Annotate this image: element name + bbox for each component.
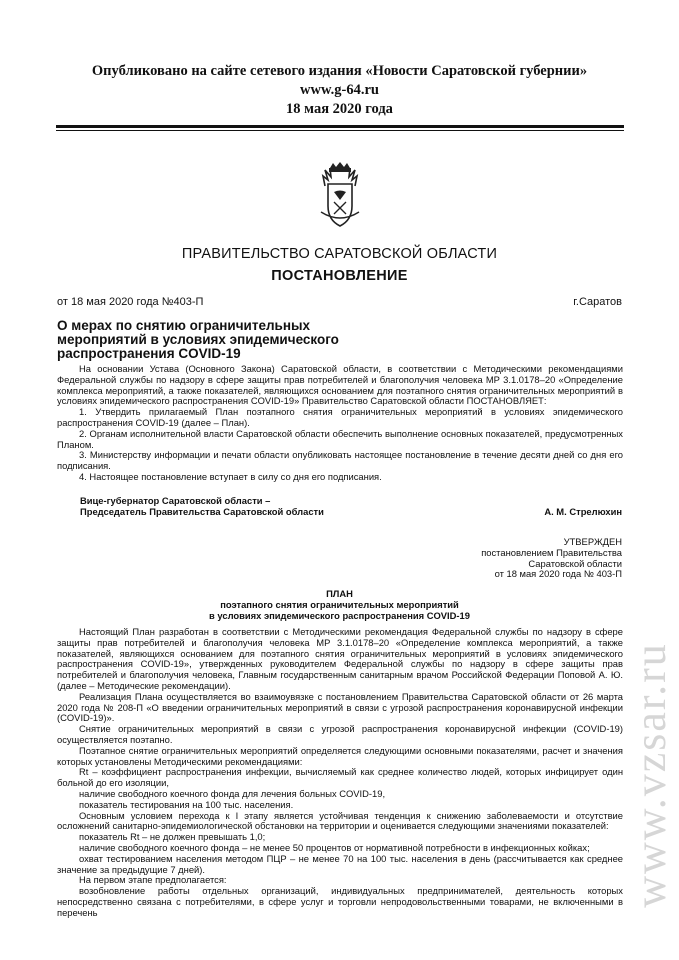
resolution-item: 3. Министерству информации и печати области опубликовать настоящее постановление в течение десяти дней со дня его подписания. bbox=[57, 449, 623, 472]
watermark bbox=[626, 590, 676, 960]
document-type: ПОСТАНОВЛЕНИЕ bbox=[271, 268, 408, 284]
plan-paragraph: Настоящий План разработан в соответствии с Методическими рекомендация Федеральной службы по надзору в сфере защиты прав потребителей и благополучия человека МР 3.1.0178–20 «Определение комплекса мероприятий, а также показателей, являющихся основанием для поэтапного снятия ограничительных мероприятий в условиях эпидемического распространения COVID-19», утвержденных руководителем Федеральной службы по надзору в сфере защиты прав потребителей и благополучия человека, Главным государственным санитарным врачом Российской Федерации Поповой А. Ю. (далее – Методические рекомендации). bbox=[57, 626, 623, 691]
header-rule-thick bbox=[56, 125, 624, 128]
publication-header bbox=[0, 62, 679, 119]
signatory-position bbox=[80, 495, 324, 517]
plan-paragraph: На первом этапе предполагается: bbox=[79, 874, 227, 886]
plan-paragraph: Поэтапное снятие ограничительных мероприятий определяется следующими основными показателями, расчет и значения которых установлены Методическими рекомендациями: bbox=[57, 744, 623, 767]
publication-site: www.g-64.ru bbox=[300, 82, 379, 98]
plan-heading-line: ПЛАН bbox=[326, 588, 353, 599]
plan-paragraph: возобновление работы отдельных организаций, индивидуальных предпринимателей, деятельность которых непосредственно связана с потребителями, в сфере услуг и торговли непродовольственными товарами, не включенными в перечень bbox=[57, 885, 623, 918]
approval-line: постановлением Правительства bbox=[481, 546, 622, 558]
plan-paragraph: наличие свободного коечного фонда для лечения больных COVID-19, bbox=[79, 787, 386, 799]
plan-heading bbox=[0, 589, 679, 621]
publication-date: 18 мая 2020 года bbox=[286, 101, 393, 117]
signatory-name: А. М. Стрелюхин bbox=[544, 506, 622, 517]
plan-paragraph: показатель Rt – не должен превышать 1,0; bbox=[79, 831, 266, 843]
approval-line: Саратовской области bbox=[528, 557, 622, 569]
plan-paragraph: наличие свободного коечного фонда – не менее 50 процентов от нормативной потребности в инфекционных койках; bbox=[79, 841, 590, 853]
document-city: г.Саратов bbox=[573, 296, 622, 308]
approval-line: от 18 мая 2020 года № 403-П bbox=[494, 568, 622, 580]
plan-paragraph: охват тестированием населения методом ПЦР – не менее 70 на 100 тыс. населения в день (рассчитывается как среднее значение за предыдущие 7 дней). bbox=[57, 852, 623, 875]
plan-heading-line: поэтапного снятия ограничительных мероприятий bbox=[220, 598, 459, 610]
header-rule-thin bbox=[56, 130, 624, 131]
plan-paragraph: показатель тестирования на 100 тыс. населения. bbox=[79, 798, 294, 810]
signatory-position-line: Вице-губернатор Саратовской области – bbox=[80, 495, 271, 506]
publication-line: Опубликовано на сайте сетевого издания «Новости Саратовской губернии» bbox=[91, 63, 588, 79]
saratov-coat-of-arms-icon bbox=[315, 162, 365, 230]
document-title: О мерах по снятию ограничительных мероприятий в условиях эпидемического распространения COVID-19 bbox=[57, 318, 339, 361]
plan-paragraph: Реализация Плана осуществляется во взаимоувязке с постановлением Правительства Саратовской области от 26 марта 2020 года № 208-П «О введении ограничительных мероприятий в связи с угрозой распространения коронавирусной инфекции (COVID-19)». bbox=[57, 690, 623, 724]
document-date-number: от 18 мая 2020 года №403-П bbox=[57, 296, 204, 308]
watermark-text: www.vzsar.ru bbox=[626, 642, 675, 908]
plan-paragraph: Rt – коэффициент распространения инфекции, вычисляемый как среднее количество людей, которых инфицирует один больной до его изоляции, bbox=[57, 766, 623, 789]
approval-line: УТВЕРЖДЕН bbox=[563, 536, 622, 547]
resolution-item: 1. Утвердить прилагаемый План поэтапного снятия ограничительных мероприятий в условиях эпидемического распространения COVID-19 (далее – План). bbox=[57, 406, 623, 428]
plan-paragraph: Снятие ограничительных мероприятий в связи с угрозой распространения коронавирусной инфекции (COVID-19) осуществляется поэтапно. bbox=[57, 723, 623, 745]
signatory-position-line: Председатель Правительства Саратовской области bbox=[80, 506, 324, 517]
plan-heading-line: в условиях эпидемического распространения COVID-19 bbox=[209, 609, 470, 621]
approval-stamp bbox=[402, 537, 622, 580]
plan-text bbox=[57, 627, 623, 919]
resolution-item: 2. Органам исполнительной власти Саратовской области обеспечить выполнение основных показателей, предусмотренных Планом. bbox=[57, 427, 623, 450]
resolution-text bbox=[57, 364, 623, 483]
resolution-item: 4. Настоящее постановление вступает в силу со дня его подписания. bbox=[79, 470, 382, 482]
government-name: ПРАВИТЕЛЬСТВО САРАТОВСКОЙ ОБЛАСТИ bbox=[181, 246, 498, 262]
plan-paragraph: Основным условием перехода к I этапу является устойчивая тенденция к снижению заболеваемости и отсутствие осложнений санитарно-эпидемиологической обстановки на территории и оценивается следующими значениями показателей: bbox=[57, 809, 623, 832]
resolution-preamble: На основании Устава (Основного Закона) Саратовской области, в соответствии с Методическими рекомендациями Федеральной службы по надзору в сфере защиты прав потребителей и благополучия человека МР 3.1.0178–20 «Определение комплекса мероприятий, а также показателей, являющихся основанием для поэтапного снятия ограничительных мероприятий в условиях эпидемического распространения COVID-19» Правительство Саратовской области ПОСТАНОВЛЯЕТ: bbox=[57, 363, 623, 407]
